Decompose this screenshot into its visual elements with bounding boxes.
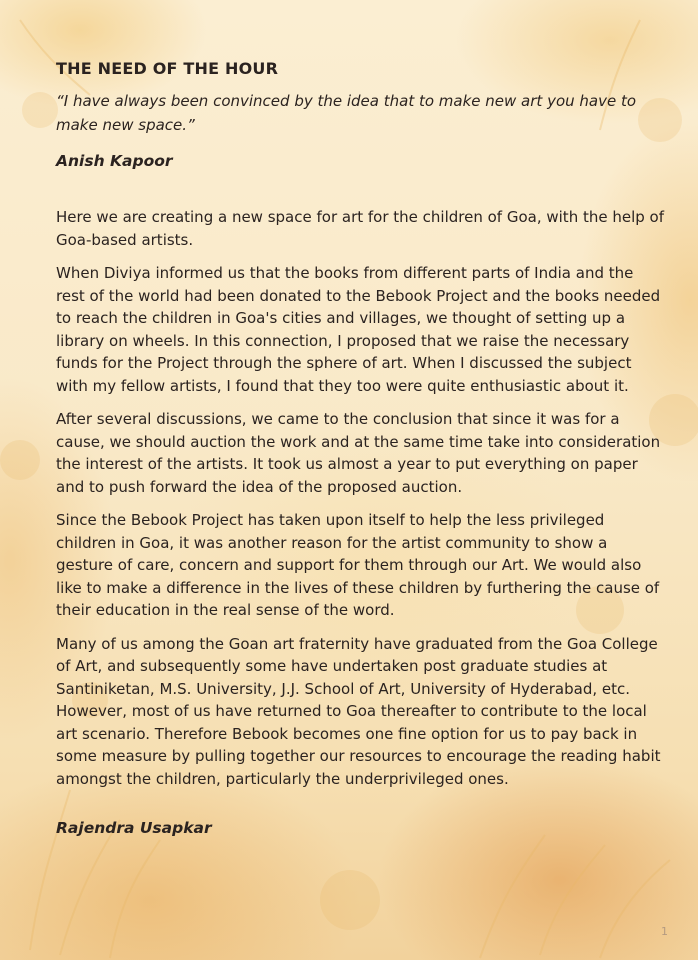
body-paragraph: When Diviya informed us that the books from different parts of India and the rest of the world had been donated to the Bebook Project and the books needed to reach the children in Goa's cities and villages, we thought of setting up a library on wheels. In this connection, I proposed that we raise the necessary funds for the Project through the sphere of art. When I discussed the subject with my fellow artists, I found that they too were quite enthusiastic about it.	[56, 264, 661, 395]
page-number: 1	[661, 925, 668, 938]
body-paragraph: After several discussions, we came to the conclusion that since it was for a cause, we should auction the work and at the same time take into consideration the interest of the artists. It took us almost a year to put everything on paper and to push forward the idea of the proposed auction.	[56, 410, 661, 496]
body-paragraph: Here we are creating a new space for art for the children of Goa, with the help of Goa-based artists.	[56, 208, 664, 249]
author-signature: Rajendra Usapkar	[56, 819, 212, 837]
body-paragraph: Many of us among the Goan art fraternity have graduated from the Goa College of Art, and subsequently some have undertaken post graduate studies at Santiniketan, M.S. University, J.J. School of Art, University of Hyderabad, etc. However, most of us have returned to Goa thereafter to contribute to the local art scenario. Therefore Bebook becomes one fine option for us to pay back in some measure by pulling together our resources to encourage the reading habit amongst the children, particularly the underprivileged ones.	[56, 634, 661, 788]
page-heading: THE NEED OF THE HOUR	[56, 59, 279, 78]
epigraph-author: Anish Kapoor	[56, 152, 173, 170]
document-body	[56, 56, 666, 840]
body-paragraph: Since the Bebook Project has taken upon itself to help the less privileged children in Goa, it was another reason for the artist community to show a gesture of care, concern and support for them through our Art. We would also like to make a difference in the lives of these children by furthering the cause of their education in the real sense of the word.	[56, 511, 660, 619]
epigraph-quote: “I have always been convinced by the idea that to make new art you have to make new space.”	[56, 92, 637, 134]
